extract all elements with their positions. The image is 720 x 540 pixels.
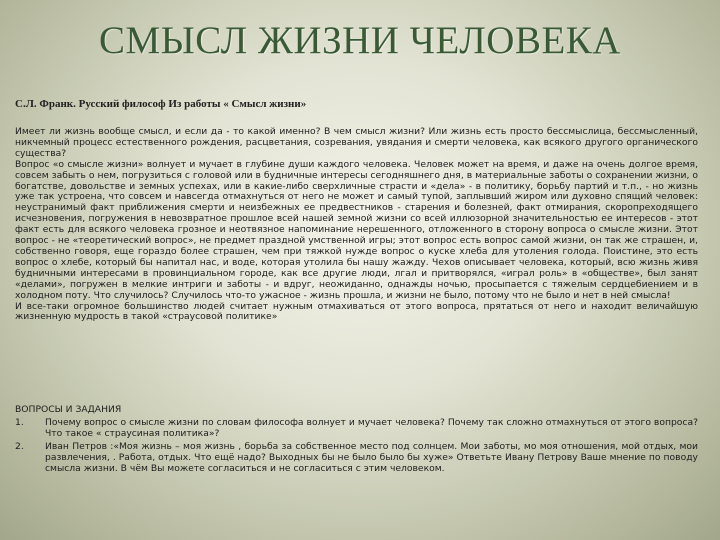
paragraph: И все-таки огромное большинство людей считает нужным отмахиваться от этого вопроса, прятаться от него и находит величайшую жизненную мудрость в такой «страусовой политике» [15, 300, 698, 323]
question-text: Почему вопрос о смысле жизни по словам философа волнует и мучает человека? Почему так сложно отмахнуться от этого вопроса? Что такое « страусиная политика»? [45, 417, 698, 439]
page-title: СМЫСЛ ЖИЗНИ ЧЕЛОВЕКА [99, 19, 621, 62]
question-number: 1. [15, 417, 24, 428]
paragraph: Имеет ли жизнь вообще смысл, и если да - то какой именно? В чем смысл жизни? Или жизнь есть просто бессмыслица, бессмысленный, никчемный процесс естественного рождения, расцветания, созревания, увядания и смерти человека, как всякого другого органического существа? [15, 126, 698, 159]
question-item [15, 418, 698, 440]
body-text [15, 127, 698, 323]
questions-list [15, 418, 698, 477]
question-number: 2. [15, 440, 24, 452]
paragraph: Вопрос «о смысле жизни» волнует и мучает в глубине души каждого человека. Человек может на время, и даже на очень долгое время, совсем забыть о нем, погрузиться с головой или в будничные интересы сегодняшнего дня, в материальные заботы о сохранении жизни, о богатстве, довольстве и земных успехах, или в какие-либо сверхличные страсти и «дела» - в политику, борьбу партий и т.п., - но жизнь уже так устроена, что совсем и навсегда отмахнуться от него не может и самый тупой, заплывший жиром или духовно спящий человек: неустранимый факт приближения смерти и неизбежных ее предвестников - старения и болезней, факт отмирания, скоропреходящего исчезновения, погружения в невозвратное прошлое всей нашей земной жизни со всей иллюзорной значительностью ее интересов - этот факт есть для всякого человека грозное и неотвязное напоминание нерешенного, отложенного в сторону вопроса о смысле жизни. Этот вопрос - не «теоретический вопрос», не предмет праздной умственной игры; этот вопрос есть вопрос самой жизни, он так же страшен, и, собственно говоря, еще гораздо более страшен, чем при тяжкой нужде вопрос о куске хлеба для утоления голода. Поистине, это есть вопрос о хлебе, который бы напитал нас, и воде, которая утолила бы нашу жажду. Чехов описывает человека, который, всю жизнь живя будничными интересами в провинциальном городе, как все другие люди, лгал и притворялся, «играл роль» в «обществе», был занят «делами», погружен в мелкие интриги и заботы - и вдруг, неожиданно, однажды ночью, просыпается с тяжелым сердцебиением и в холодном поту. Что случилось? Случилось что-то ужасное - жизнь прошла, и жизни не было, потому что не было и нет в ней смысла! [15, 158, 698, 301]
questions-heading: ВОПРОСЫ И ЗАДАНИЯ [15, 404, 122, 415]
question-text: Иван Петров :«Моя жизнь – моя жизнь , борьба за собственное место под солнцем. Мои заботы, мо моя отношения, мой отдых, мои развлечения, . Работа, отдых. Что ещё надо? Выходных бы не было было бы хуже» Ответьте Ивану Петрову Ваше мнение по поводу смысла жизни. В чём Вы можете согласиться и не согласиться с этим человеком. [45, 440, 698, 474]
author-line: С.Л. Франк. Русский философ Из работы « Смысл жизни» [15, 98, 307, 110]
question-item [15, 442, 698, 475]
